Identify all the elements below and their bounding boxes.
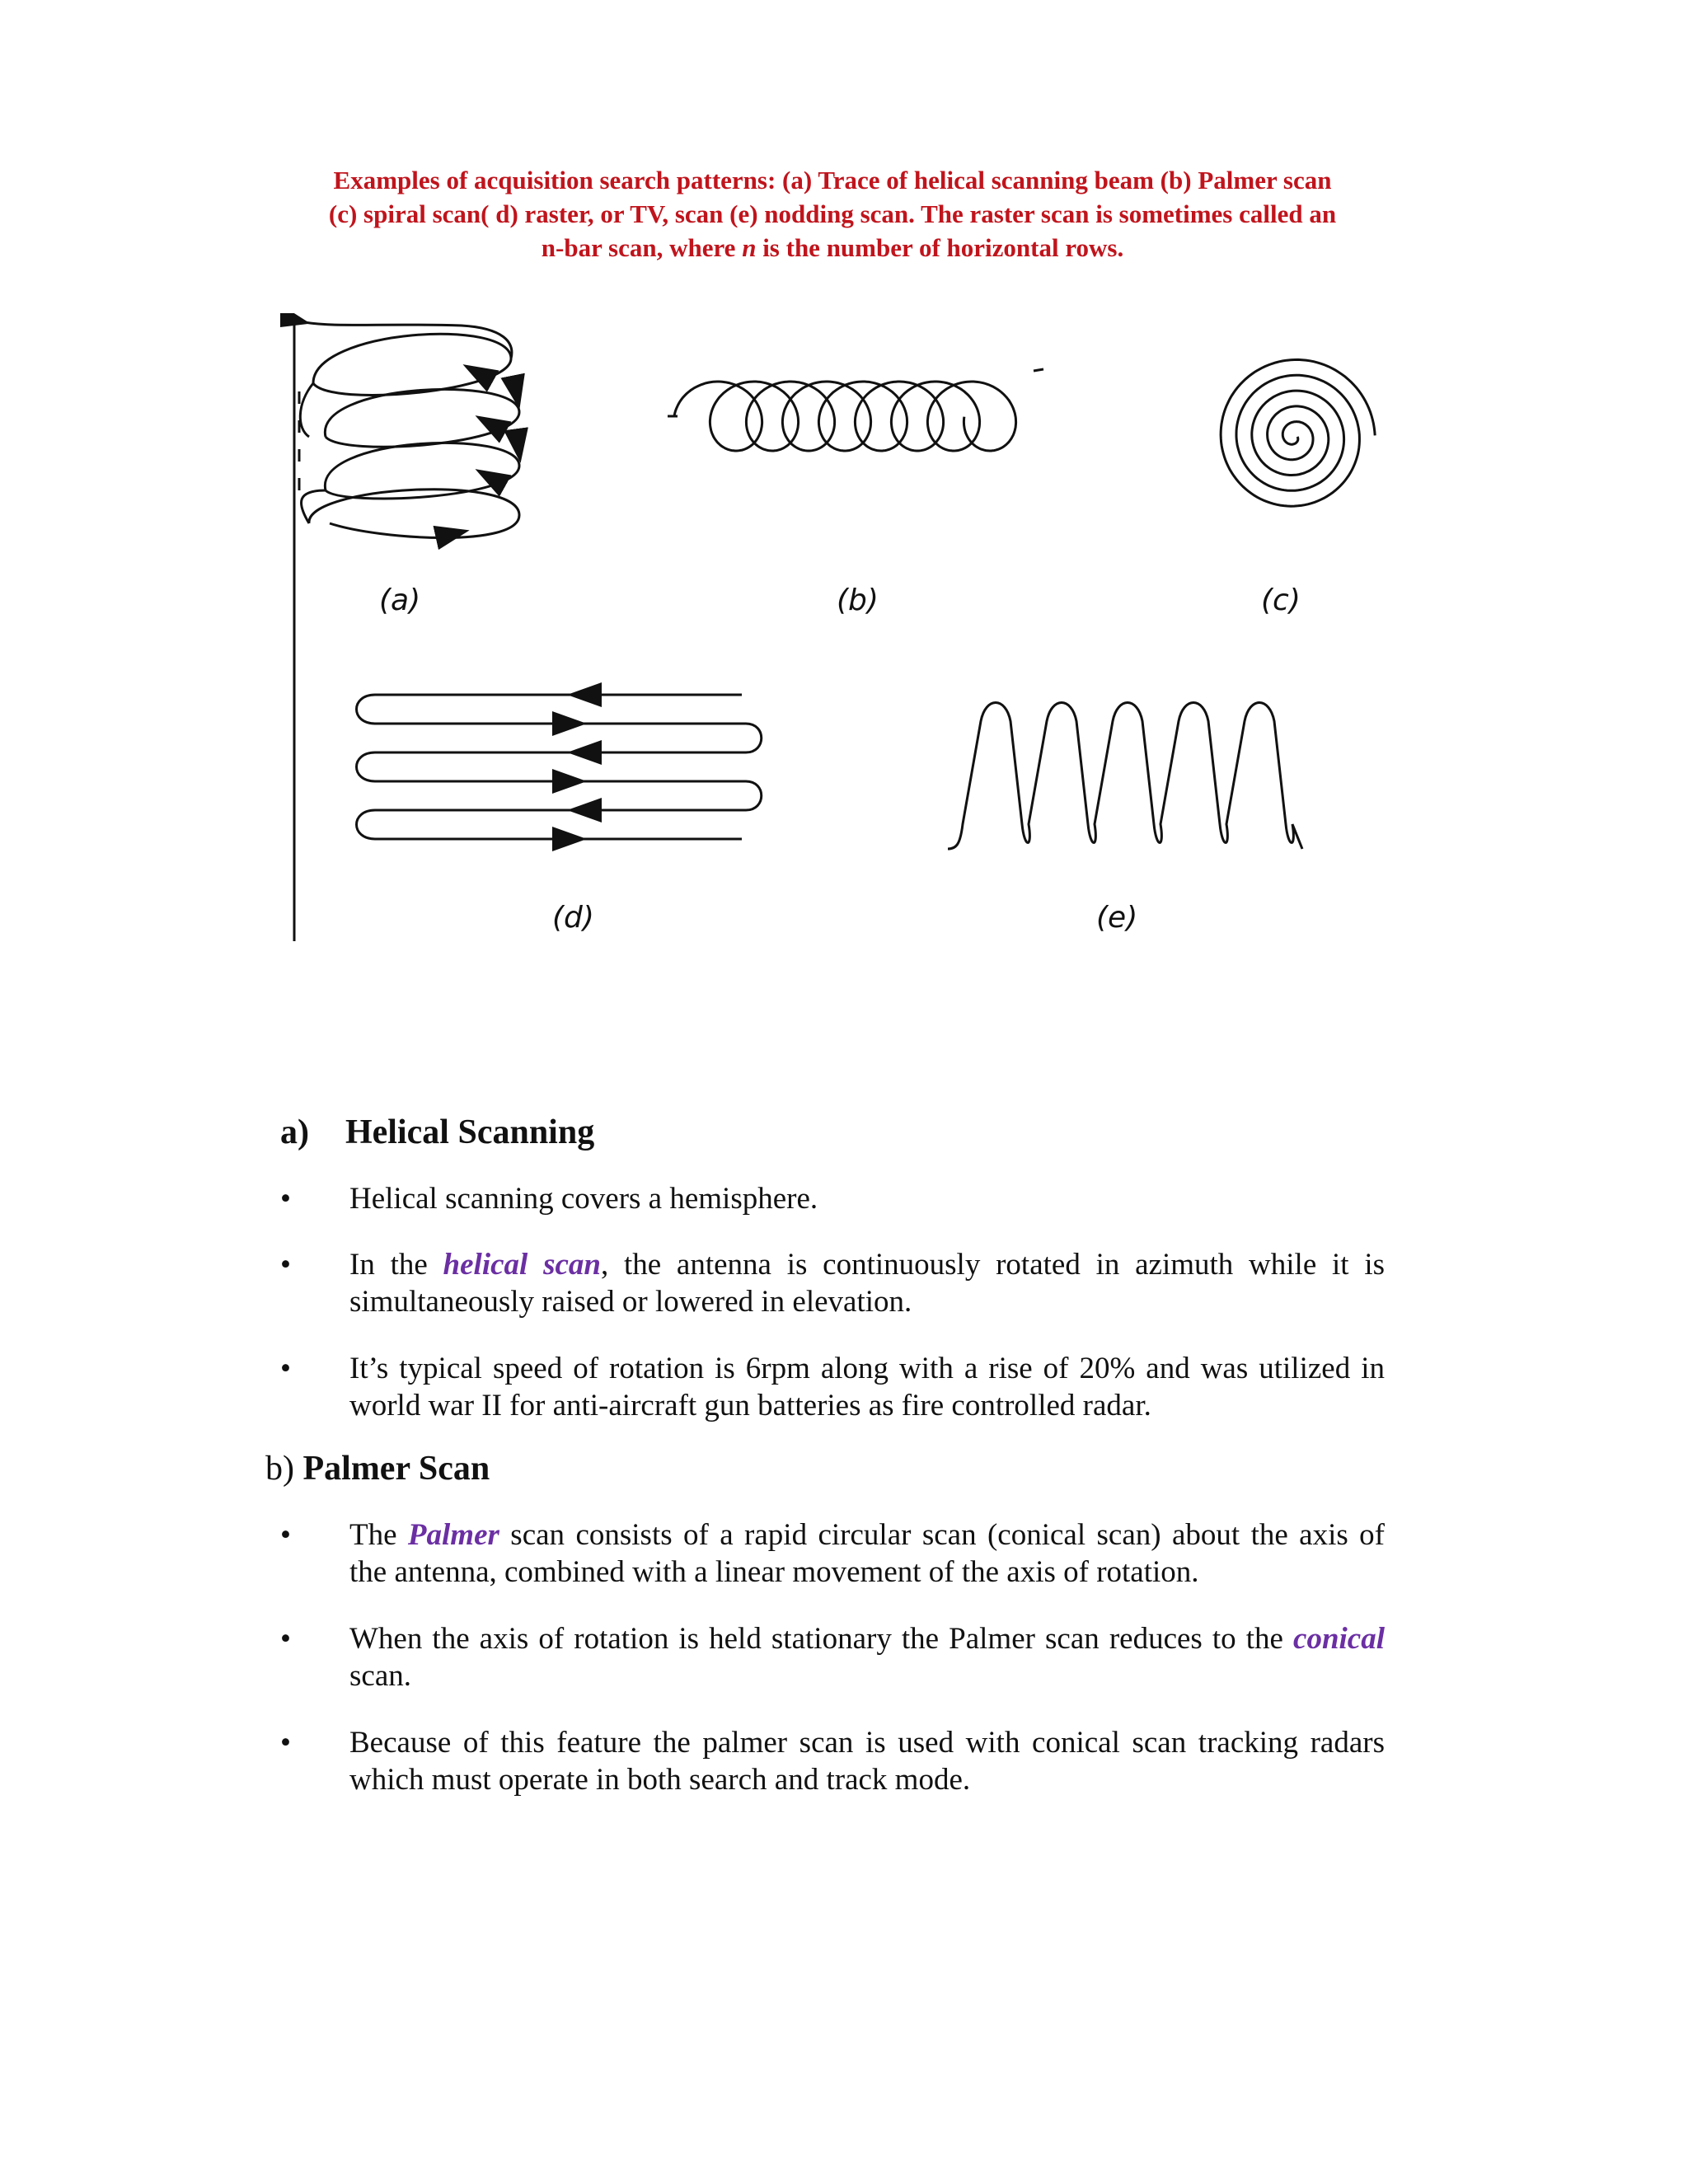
emphasis-term: conical xyxy=(1293,1622,1385,1656)
section-title-a: Helical Scanning xyxy=(345,1113,595,1151)
emphasis-term: Palmer xyxy=(407,1518,499,1552)
vertical-axis-line xyxy=(294,317,299,941)
scan-patterns-figure xyxy=(280,313,1385,956)
section-heading-helical xyxy=(280,1113,594,1152)
caption-line-3: n-bar scan, where n is the number of horizontal rows. xyxy=(541,233,1124,262)
figure-caption xyxy=(280,163,1385,265)
section-title-b: Palmer Scan xyxy=(302,1450,490,1488)
palmer-scan-diagram xyxy=(668,369,1043,451)
section-prefix-a: a) xyxy=(280,1113,309,1151)
label-d: (d) xyxy=(552,901,594,935)
caption-line-2: (c) spiral scan( d) raster, or TV, scan (e) nodding scan. The raster scan is sometimes called an xyxy=(328,199,1337,228)
label-c: (c) xyxy=(1261,583,1301,617)
section-heading-palmer xyxy=(265,1449,490,1488)
spiral-scan-diagram xyxy=(1221,359,1375,506)
raster-scan-diagram xyxy=(357,695,762,839)
bullet: • xyxy=(280,1248,291,1282)
bullet: • xyxy=(280,1726,291,1760)
bullet: • xyxy=(280,1518,291,1552)
helical-scan-diagram xyxy=(300,321,519,538)
bullet: • xyxy=(280,1182,291,1216)
nodding-scan-diagram xyxy=(948,703,1302,850)
label-b: (b) xyxy=(837,583,879,617)
emphasis-term: helical scan xyxy=(443,1248,601,1282)
label-a: (a) xyxy=(379,583,421,617)
section-prefix-b: b) xyxy=(265,1450,294,1488)
bullet: • xyxy=(280,1622,291,1656)
bullet: • xyxy=(280,1352,291,1385)
caption-line-1: Examples of acquisition search patterns: (a) Trace of helical scanning beam (b) Palmer scan xyxy=(333,166,1332,194)
label-e: (e) xyxy=(1096,901,1138,935)
